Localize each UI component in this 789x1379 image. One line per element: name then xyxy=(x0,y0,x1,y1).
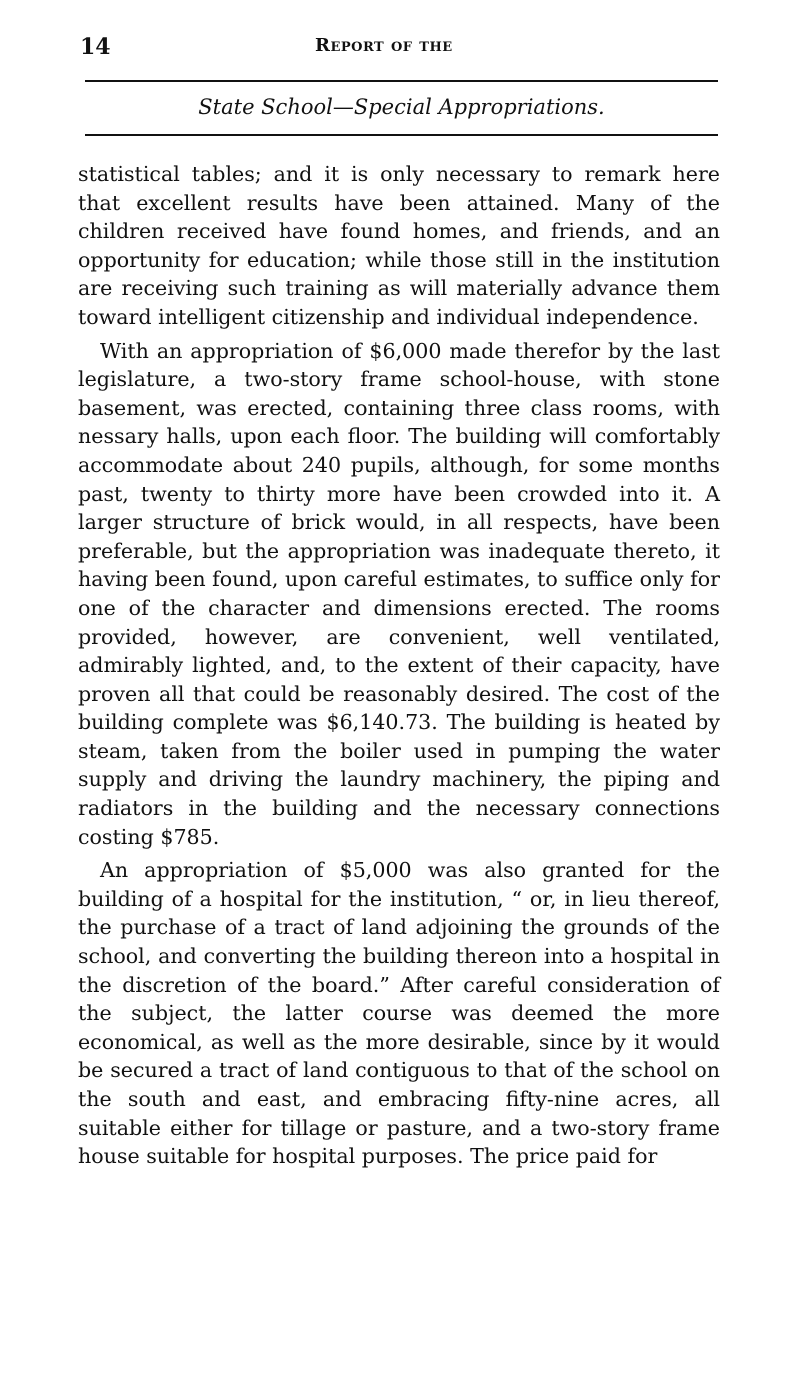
page-number: 14 xyxy=(80,34,111,60)
paragraph-school-house: With an appropriation of $6,000 made therefor by the last legislature, a two-story frame school-house, with stone basement, was erected, containing three class rooms, with nessary halls, upon each floor. The building will comfortably accommodate about 240 pupils, although, for some months past, twenty to thirty more have been crowded into it. A larger structure of brick would, in all respects, have been preferable, but the appropriation was inadequate thereto, it having been found, upon careful estimates, to suffice only for one of the character and dimensions erected. The rooms provided, however, are convenient, well ventilated, admirably lighted, and, to the extent of their capacity, have proven all that could be reasonably desired. The cost of the building complete was $6,140.73. The building is heated by steam, taken from the boiler used in pumping the water supply and driving the laundry machinery, the piping and radiators in the building and the necessary connections costing $785. xyxy=(78,338,720,849)
paragraph-hospital: An appropriation of $5,000 was also granted for the building of a hospital for the institution, “ or, in lieu thereof, the purchase of a tract of land adjoining the grounds of the school, and converting the building thereon into a hospital in the discretion of the board.” After careful consideration of the subject, the latter course was deemed the more economical, as well as the more desirable, since by it would be secured a tract of land contiguous to that of the school on the south and east, and embracing fifty-nine acres, all suitable either for tillage or pasture, and a two-story frame house suitable for hospital purposes. The price paid for xyxy=(78,858,720,1169)
section-heading: State School—Special Appropriations. xyxy=(198,95,605,119)
running-head xyxy=(80,30,720,60)
running-title: Report of the xyxy=(315,35,453,56)
paragraph-continued: statistical tables; and it is only necessary to remark here that excellent results have been attained. Many of the children received have found homes, and friends, and an opportunity for education; while those still in the institution are receiving such training as will materially advance them toward intelligent citizenship and individual independence. xyxy=(78,162,720,329)
body-text xyxy=(78,160,720,1171)
top-rule xyxy=(85,80,718,82)
bottom-rule xyxy=(85,134,718,136)
